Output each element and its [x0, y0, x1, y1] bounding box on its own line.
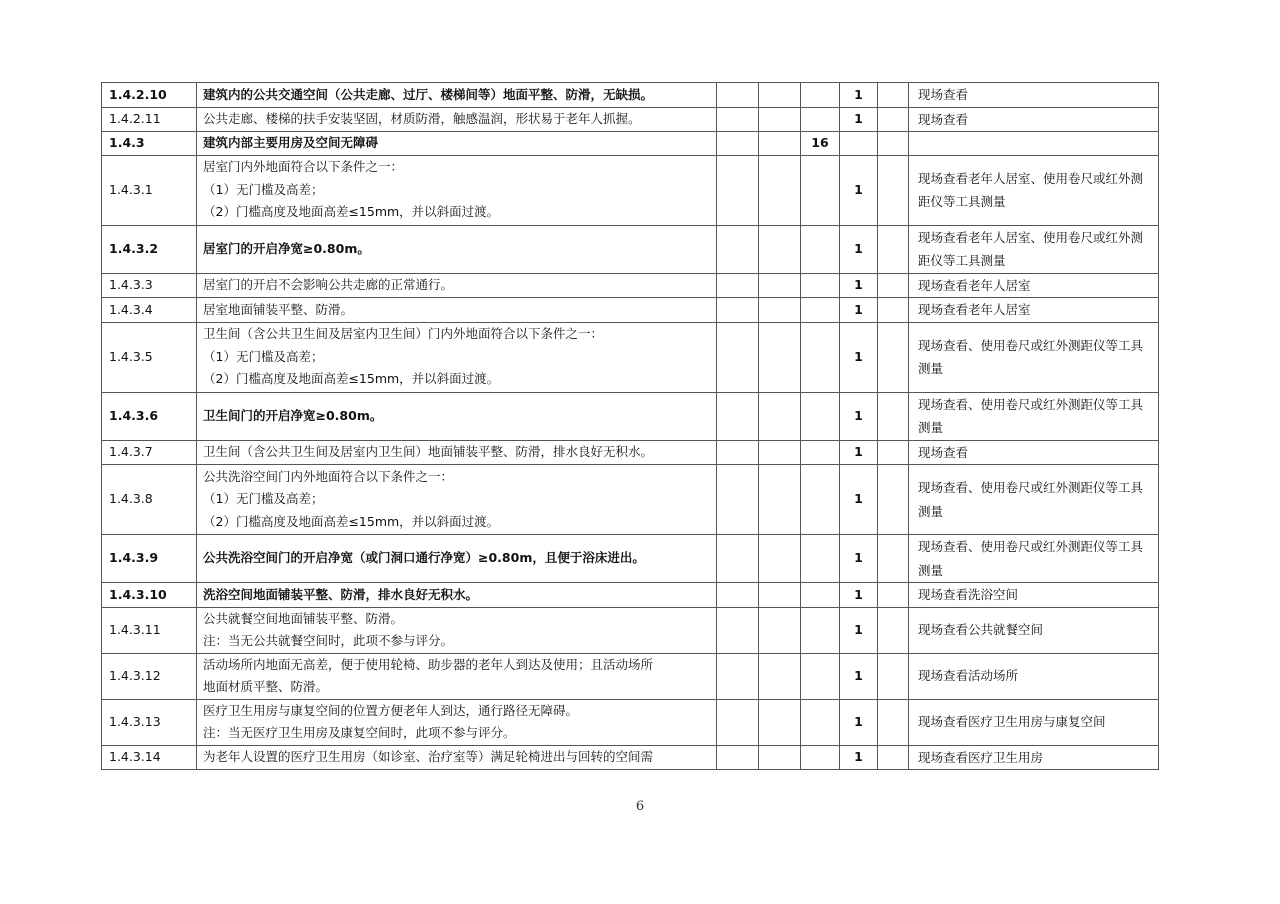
table-row: [102, 583, 1159, 608]
subtotal-cell: [801, 465, 840, 535]
empty-cell: [878, 298, 909, 323]
empty-cell: [717, 392, 759, 440]
subtotal-cell: [801, 322, 840, 392]
empty-cell: [717, 465, 759, 535]
empty-cell: [878, 107, 909, 132]
method-cell: 现场查看: [909, 107, 1159, 132]
item-id-cell: 1.4.3: [102, 132, 197, 156]
table-row: [102, 107, 1159, 132]
description-line: 建筑内的公共交通空间（公共走廊、过厅、楼梯间等）地面平整、防滑，无缺损。: [203, 86, 654, 102]
empty-cell: [717, 132, 759, 156]
method-cell: 现场查看医疗卫生用房: [909, 745, 1159, 770]
empty-cell: [759, 653, 801, 699]
subtotal-cell: [801, 607, 840, 653]
method-cell: 现场查看、使用卷尺或红外测距仪等工具测量: [909, 392, 1159, 440]
empty-cell: [759, 465, 801, 535]
score-cell: 1: [840, 83, 878, 108]
page-number: 6: [635, 799, 645, 814]
score-cell: 1: [840, 322, 878, 392]
item-description-cell: [197, 440, 717, 465]
item-id-cell: 1.4.3.12: [102, 653, 197, 699]
item-description-cell: [197, 107, 717, 132]
empty-cell: [878, 225, 909, 273]
item-id-cell: 1.4.3.4: [102, 298, 197, 323]
subtotal-cell: [801, 155, 840, 225]
assessment-table: [101, 82, 1159, 770]
description-line: 建筑内部主要用房及空间无障碍: [203, 135, 379, 150]
empty-cell: [759, 699, 801, 745]
item-id-cell: 1.4.3.6: [102, 392, 197, 440]
method-cell: 现场查看洗浴空间: [909, 583, 1159, 608]
table-row: [102, 132, 1159, 156]
empty-cell: [759, 83, 801, 108]
method-cell: 现场查看老年人居室: [909, 298, 1159, 323]
description-line: （1）无门槛及高差；: [203, 181, 324, 197]
item-id-cell: 1.4.3.13: [102, 699, 197, 745]
table-row: [102, 653, 1159, 699]
table-row: [102, 392, 1159, 440]
table-row: [102, 535, 1159, 583]
table-row: [102, 155, 1159, 225]
description-line: 注：当无公共就餐空间时，此项不参与评分。: [203, 633, 454, 648]
subtotal-cell: [801, 83, 840, 108]
description-line: 为老年人设置的医疗卫生用房（如诊室、治疗室等）满足轮椅进出与回转的空间需: [203, 749, 654, 764]
subtotal-cell: [801, 298, 840, 323]
empty-cell: [759, 155, 801, 225]
description-line: （1）无门槛及高差；: [203, 491, 324, 507]
method-cell: 现场查看老年人居室: [909, 273, 1159, 298]
description-line: 医疗卫生用房与康复空间的位置方便老年人到达，通行路径无障碍。: [203, 702, 579, 718]
table-row: [102, 440, 1159, 465]
empty-cell: [878, 132, 909, 156]
description-line: 公共就餐空间地面铺装平整、防滑。: [203, 610, 404, 626]
method-cell: 现场查看活动场所: [909, 653, 1159, 699]
score-cell: 1: [840, 465, 878, 535]
table-row: [102, 273, 1159, 298]
empty-cell: [878, 535, 909, 583]
description-line: 卫生间（含公共卫生间及居室内卫生间）地面铺装平整、防滑，排水良好无积水。: [203, 444, 654, 459]
description-line: 公共洗浴空间门内外地面符合以下条件之一：: [203, 468, 454, 484]
subtotal-cell: [801, 535, 840, 583]
subtotal-cell: [801, 392, 840, 440]
empty-cell: [878, 745, 909, 770]
item-description-cell: [197, 132, 717, 156]
description-line: 公共洗浴空间门的开启净宽（或门洞口通行净宽）≥0.80m，且便于浴床进出。: [203, 550, 645, 566]
empty-cell: [878, 607, 909, 653]
empty-cell: [878, 322, 909, 392]
method-cell: 现场查看公共就餐空间: [909, 607, 1159, 653]
description-line: 居室门的开启不会影响公共走廊的正常通行。: [203, 277, 454, 292]
method-cell: 现场查看老年人居室、使用卷尺或红外测距仪等工具测量: [909, 225, 1159, 273]
description-line: 居室地面铺装平整、防滑。: [203, 301, 354, 317]
table-row: [102, 225, 1159, 273]
score-cell: 1: [840, 107, 878, 132]
empty-cell: [759, 298, 801, 323]
empty-cell: [759, 607, 801, 653]
table-row: [102, 607, 1159, 653]
empty-cell: [878, 273, 909, 298]
table-row: [102, 83, 1159, 108]
item-id-cell: 1.4.3.2: [102, 225, 197, 273]
method-cell: 现场查看: [909, 83, 1159, 108]
description-line: （2）门槛高度及地面高差≤15mm，并以斜面过渡。: [203, 513, 500, 529]
item-description-cell: [197, 583, 717, 608]
empty-cell: [759, 440, 801, 465]
empty-cell: [759, 322, 801, 392]
empty-cell: [878, 392, 909, 440]
description-line: 居室门的开启净宽≥0.80m。: [203, 240, 370, 256]
subtotal-cell: [801, 440, 840, 465]
score-cell: 1: [840, 273, 878, 298]
item-description-cell: [197, 535, 717, 583]
method-cell: [909, 132, 1159, 156]
subtotal-cell: [801, 273, 840, 298]
item-id-cell: 1.4.2.11: [102, 107, 197, 132]
method-cell: 现场查看、使用卷尺或红外测距仪等工具测量: [909, 322, 1159, 392]
description-line: 公共走廊、楼梯的扶手安装坚固，材质防滑，触感温润，形状易于老年人抓握。: [203, 111, 641, 126]
empty-cell: [878, 83, 909, 108]
item-description-cell: [197, 653, 717, 699]
item-id-cell: 1.4.3.10: [102, 583, 197, 608]
table-body: [102, 83, 1159, 770]
item-description-cell: [197, 155, 717, 225]
empty-cell: [878, 155, 909, 225]
item-description-cell: [197, 83, 717, 108]
empty-cell: [717, 83, 759, 108]
item-description-cell: [197, 745, 717, 770]
item-description-cell: [197, 699, 717, 745]
subtotal-cell: [801, 107, 840, 132]
table-row: [102, 298, 1159, 323]
empty-cell: [759, 132, 801, 156]
item-id-cell: 1.4.3.1: [102, 155, 197, 225]
item-id-cell: 1.4.3.7: [102, 440, 197, 465]
table-row: [102, 699, 1159, 745]
item-id-cell: 1.4.3.3: [102, 273, 197, 298]
description-line: 卫生间（含公共卫生间及居室内卫生间）门内外地面符合以下条件之一：: [203, 326, 604, 342]
method-cell: 现场查看老年人居室、使用卷尺或红外测距仪等工具测量: [909, 155, 1159, 225]
empty-cell: [759, 745, 801, 770]
item-id-cell: 1.4.3.8: [102, 465, 197, 535]
description-line: （2）门槛高度及地面高差≤15mm，并以斜面过渡。: [203, 204, 500, 220]
empty-cell: [717, 535, 759, 583]
score-cell: 1: [840, 440, 878, 465]
score-cell: 1: [840, 745, 878, 770]
score-cell: 1: [840, 298, 878, 323]
item-id-cell: 1.4.3.11: [102, 607, 197, 653]
score-cell: 1: [840, 392, 878, 440]
score-cell: 1: [840, 225, 878, 273]
subtotal-cell: [801, 583, 840, 608]
description-line: （1）无门槛及高差；: [203, 348, 324, 364]
empty-cell: [717, 298, 759, 323]
description-line: 活动场所内地面无高差，便于使用轮椅、助步器的老年人到达及使用；且活动场所: [203, 656, 654, 672]
table-row: [102, 465, 1159, 535]
description-line: （2）门槛高度及地面高差≤15mm，并以斜面过渡。: [203, 371, 500, 387]
empty-cell: [717, 653, 759, 699]
score-cell: [840, 132, 878, 156]
subtotal-cell: [801, 653, 840, 699]
method-cell: 现场查看医疗卫生用房与康复空间: [909, 699, 1159, 745]
score-cell: 1: [840, 607, 878, 653]
item-description-cell: [197, 298, 717, 323]
empty-cell: [759, 107, 801, 132]
empty-cell: [717, 273, 759, 298]
empty-cell: [717, 322, 759, 392]
table-row: [102, 745, 1159, 770]
empty-cell: [759, 392, 801, 440]
item-id-cell: 1.4.3.9: [102, 535, 197, 583]
empty-cell: [717, 440, 759, 465]
empty-cell: [759, 273, 801, 298]
score-cell: 1: [840, 583, 878, 608]
empty-cell: [759, 535, 801, 583]
item-description-cell: [197, 322, 717, 392]
score-cell: 1: [840, 653, 878, 699]
empty-cell: [717, 745, 759, 770]
score-cell: 1: [840, 699, 878, 745]
empty-cell: [878, 653, 909, 699]
empty-cell: [717, 225, 759, 273]
description-line: 卫生间门的开启净宽≥0.80m。: [203, 407, 383, 423]
item-id-cell: 1.4.3.14: [102, 745, 197, 770]
table-row: [102, 322, 1159, 392]
item-description-cell: [197, 273, 717, 298]
empty-cell: [717, 107, 759, 132]
item-id-cell: 1.4.3.5: [102, 322, 197, 392]
empty-cell: [717, 583, 759, 608]
description-line: 洗浴空间地面铺装平整、防滑，排水良好无积水。: [203, 586, 479, 602]
subtotal-cell: [801, 225, 840, 273]
empty-cell: [717, 607, 759, 653]
description-line: 居室门内外地面符合以下条件之一：: [203, 159, 404, 175]
empty-cell: [878, 465, 909, 535]
empty-cell: [759, 583, 801, 608]
item-description-cell: [197, 465, 717, 535]
score-cell: 1: [840, 155, 878, 225]
empty-cell: [717, 699, 759, 745]
item-description-cell: [197, 225, 717, 273]
empty-cell: [878, 440, 909, 465]
item-description-cell: [197, 392, 717, 440]
subtotal-cell: 16: [801, 132, 840, 156]
subtotal-cell: [801, 745, 840, 770]
empty-cell: [717, 155, 759, 225]
item-description-cell: [197, 607, 717, 653]
empty-cell: [759, 225, 801, 273]
description-line: 注：当无医疗卫生用房及康复空间时，此项不参与评分。: [203, 725, 516, 740]
empty-cell: [878, 583, 909, 608]
empty-cell: [878, 699, 909, 745]
description-line: 地面材质平整、防滑。: [203, 679, 329, 694]
subtotal-cell: [801, 699, 840, 745]
method-cell: 现场查看、使用卷尺或红外测距仪等工具测量: [909, 465, 1159, 535]
method-cell: 现场查看: [909, 440, 1159, 465]
item-id-cell: 1.4.2.10: [102, 83, 197, 108]
score-cell: 1: [840, 535, 878, 583]
method-cell: 现场查看、使用卷尺或红外测距仪等工具测量: [909, 535, 1159, 583]
